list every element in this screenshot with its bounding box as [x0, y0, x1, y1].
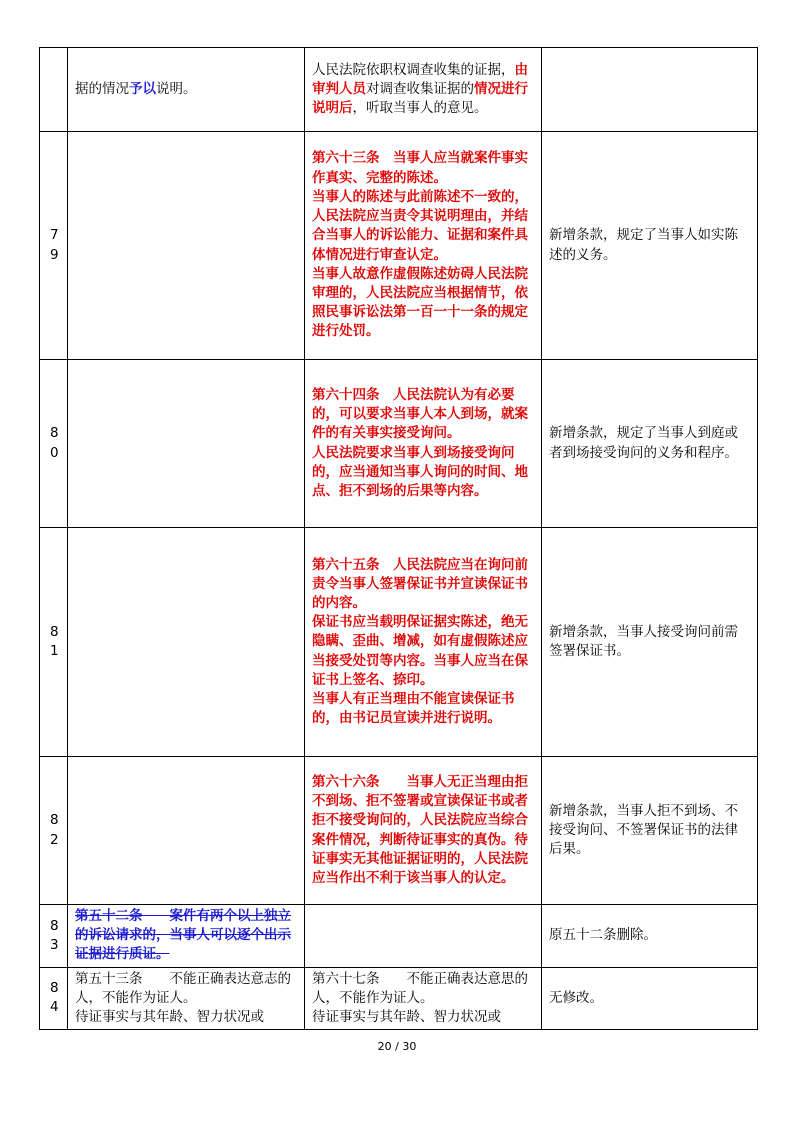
new-paragraph: 第六十四条 人民法院认为有必要的，可以要求当事人本人到场，就案件的有关事实接受询问。: [312, 386, 528, 442]
new-paragraph: 人民法院要求当事人到场接受询问的，应当通知当事人询问的时间、地点、拒不到场的后果等内容。: [312, 444, 528, 499]
new-paragraph: 当事人有正当理由不能宣读保证书的，由书记员宣读并进行说明。: [312, 691, 515, 727]
table-row: [40, 757, 758, 905]
old-article-cell: [68, 528, 305, 757]
row-number-cell: [40, 905, 68, 968]
table-row: [40, 905, 758, 968]
new-paragraph: 当事人的陈述与此前陈述不一致的，人民法院应当责令其说明理由，并结合当事人的诉讼能力、证据和案件具体情况进行审查认定。: [312, 188, 528, 263]
row-number-cell: [40, 757, 68, 905]
row-number: 83: [50, 917, 59, 953]
row-number-cell: [40, 360, 68, 528]
old-paragraph: 第五十三条 不能正确表达意志的人，不能作为证人。: [75, 970, 291, 1006]
table-row: [40, 528, 758, 757]
new-article-cell: [305, 757, 542, 905]
note-cell: [542, 757, 758, 905]
comparison-table: [39, 47, 758, 1030]
old-article-cell: [68, 757, 305, 905]
table-row: [40, 967, 758, 1030]
new-article-cell: [305, 132, 542, 360]
row-number: 82: [50, 812, 59, 848]
new-paragraph: 第六十三条 当事人应当就案件事实作真实、完整的陈述。: [312, 150, 528, 186]
table-row: [40, 48, 758, 132]
row-number-cell: [40, 48, 68, 132]
new-text-highlight: 情况进行说明后: [312, 80, 528, 117]
note-text: 无修改。: [549, 989, 603, 1006]
row-number-cell: [40, 528, 68, 757]
new-paragraph: 待证事实与其年龄、智力状况或: [312, 1009, 501, 1026]
note-text: 新增条款，当事人拒不到场、不接受询问、不签署保证书的法律后果。: [549, 802, 738, 858]
old-article-cell: [68, 48, 305, 132]
row-number-cell: [40, 967, 68, 1030]
row-number-cell: [40, 132, 68, 360]
row-number: 79: [50, 227, 59, 263]
new-article-cell: [305, 48, 542, 132]
note-text: 新增条款，规定了当事人到庭或者到场接受询问的义务和程序。: [549, 425, 738, 461]
note-text: 原五十二条删除。: [549, 927, 657, 944]
note-text: 新增条款，规定了当事人如实陈述的义务。: [549, 227, 738, 263]
old-text: 据的情况: [75, 80, 129, 97]
row-number: 81: [50, 623, 59, 659]
note-cell: [542, 360, 758, 528]
new-article-cell: [305, 528, 542, 757]
page-number: 20 / 30: [377, 1040, 417, 1053]
old-text: 说明。: [156, 80, 197, 97]
old-article-cell: [68, 905, 305, 968]
old-article-cell: [68, 967, 305, 1030]
table-row: [40, 360, 758, 528]
deleted-article-text: 第五十二条 案件有两个以上独立的诉讼请求的，当事人可以逐个出示证据进行质证。: [75, 908, 291, 963]
note-text: 新增条款，当事人接受询问前需签署保证书。: [549, 623, 738, 659]
new-article-cell: [305, 967, 542, 1030]
new-paragraph: 当事人故意作虚假陈述妨碍人民法院审理的，人民法院应当根据情节，依照民事诉讼法第一百一十一条的规定进行处罚。: [312, 265, 528, 340]
new-text-highlight: 由审判人员: [312, 61, 528, 97]
note-cell: [542, 905, 758, 968]
new-text: ，听取当事人的意见。: [352, 100, 488, 117]
note-cell: [542, 528, 758, 757]
new-paragraph: 第六十五条 人民法院应当在询问前责令当事人签署保证书并宣读保证书的内容。: [312, 556, 528, 611]
old-paragraph: 待证事实与其年龄、智力状况或: [75, 1009, 264, 1026]
new-paragraph: 第六十七条 不能正确表达意思的人，不能作为证人。: [312, 970, 528, 1006]
new-article-cell: [305, 905, 542, 968]
new-paragraph: 第六十六条 当事人无正当理由拒不到场、拒不签署或宣读保证书或者拒不接受询问的，人民法院应当综合案件情况，判断待证事实的真伪。待证事实无其他证据证明的，人民法院应当作出不利于该当事人的认定。: [312, 773, 528, 886]
note-cell: [542, 967, 758, 1030]
row-number: 84: [50, 980, 59, 1016]
old-text-highlight: 予以: [129, 80, 156, 97]
table-row: [40, 132, 758, 360]
old-article-cell: [68, 360, 305, 528]
new-article-cell: [305, 360, 542, 528]
note-cell: [542, 48, 758, 132]
new-paragraph: 保证书应当载明保证据实陈述，绝无隐瞒、歪曲、增减，如有虚假陈述应当接受处罚等内容。当事人应当在保证书上签名、捺印。: [312, 614, 528, 688]
new-text: 对调查收集证据的: [366, 80, 474, 97]
note-cell: [542, 132, 758, 360]
old-article-cell: [68, 132, 305, 360]
row-number: 80: [50, 425, 59, 461]
new-text: 人民法院依职权调查收集的证据，: [312, 61, 515, 78]
